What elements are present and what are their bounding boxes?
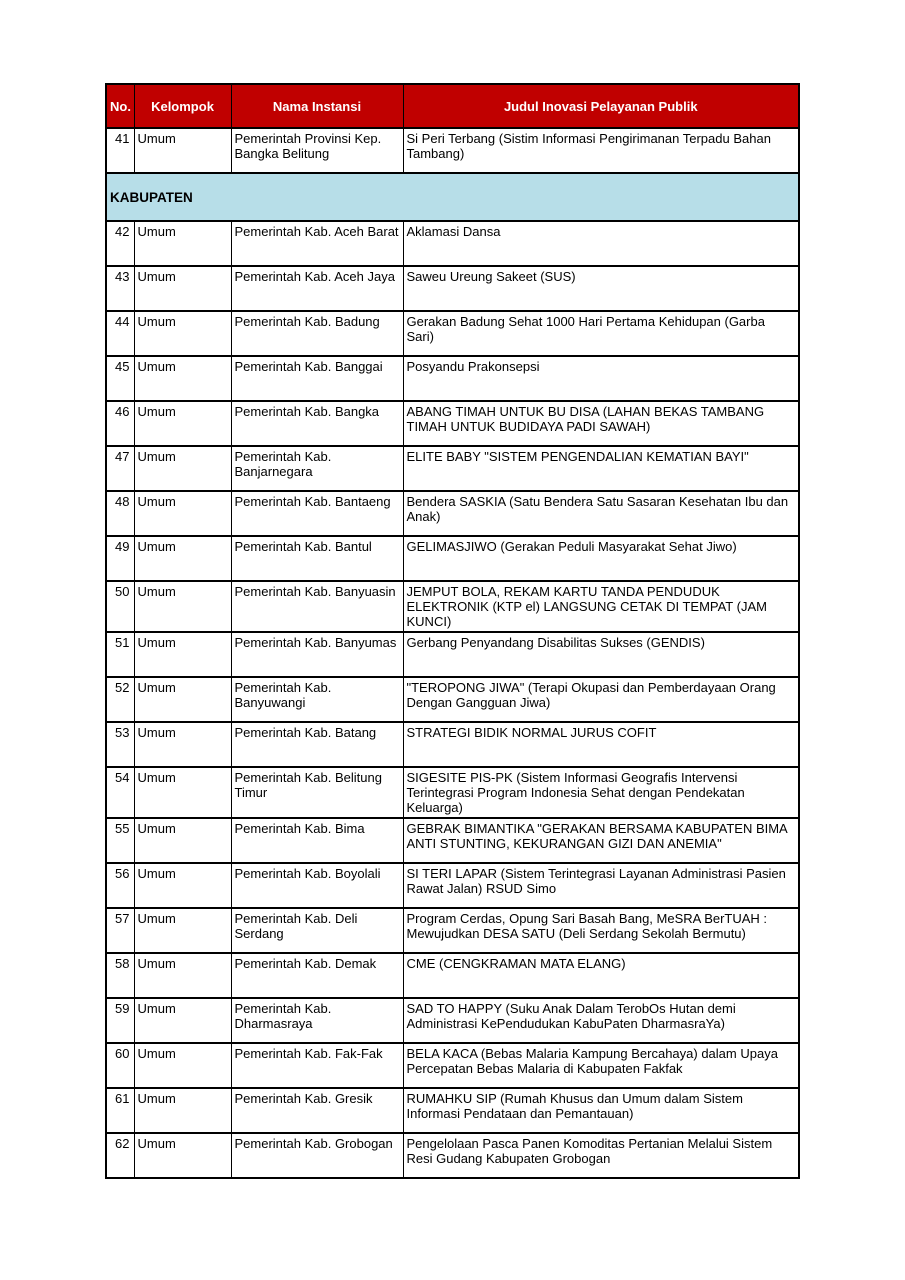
section-header-row xyxy=(106,173,799,221)
row-number: 56 xyxy=(106,863,134,908)
nama-instansi-cell: Pemerintah Kab. Dharmasraya xyxy=(231,998,403,1043)
kelompok-cell: Umum xyxy=(134,1133,231,1178)
nama-instansi-cell: Pemerintah Kab. Bantul xyxy=(231,536,403,581)
kelompok-cell: Umum xyxy=(134,863,231,908)
section-header-label: KABUPATEN xyxy=(106,173,799,221)
kelompok-cell: Umum xyxy=(134,536,231,581)
table-row xyxy=(106,818,799,863)
judul-inovasi-cell: Program Cerdas, Opung Sari Basah Bang, MeSRA BerTUAH : Mewujudkan DESA SATU (Deli Serdang Sekolah Bermutu) xyxy=(403,908,799,953)
judul-inovasi-cell: RUMAHKU SIP (Rumah Khusus dan Umum dalam Sistem Informasi Pendataan dan Pemantauan) xyxy=(403,1088,799,1133)
nama-instansi-cell: Pemerintah Kab. Aceh Jaya xyxy=(231,266,403,311)
judul-inovasi-cell: Pengelolaan Pasca Panen Komoditas Pertanian Melalui Sistem Resi Gudang Kabupaten Grobogan xyxy=(403,1133,799,1178)
row-number: 41 xyxy=(106,128,134,173)
row-number: 57 xyxy=(106,908,134,953)
column-header-kelompok: Kelompok xyxy=(134,84,231,128)
row-number: 45 xyxy=(106,356,134,401)
nama-instansi-cell: Pemerintah Kab. Badung xyxy=(231,311,403,356)
row-number: 47 xyxy=(106,446,134,491)
judul-inovasi-cell: Gerbang Penyandang Disabilitas Sukses (GENDIS) xyxy=(403,632,799,677)
table-row xyxy=(106,401,799,446)
judul-inovasi-cell: Aklamasi Dansa xyxy=(403,221,799,266)
nama-instansi-cell: Pemerintah Kab. Banyuasin xyxy=(231,581,403,632)
kelompok-cell: Umum xyxy=(134,128,231,173)
table-row xyxy=(106,536,799,581)
judul-inovasi-cell: GEBRAK BIMANTIKA "GERAKAN BERSAMA KABUPATEN BIMA ANTI STUNTING, KEKURANGAN GIZI DAN ANEMIA" xyxy=(403,818,799,863)
row-number: 59 xyxy=(106,998,134,1043)
judul-inovasi-cell: BELA KACA (Bebas Malaria Kampung Bercahaya) dalam Upaya Percepatan Bebas Malaria di Kabupaten Fakfak xyxy=(403,1043,799,1088)
kelompok-cell: Umum xyxy=(134,1088,231,1133)
kelompok-cell: Umum xyxy=(134,677,231,722)
judul-inovasi-cell: Gerakan Badung Sehat 1000 Hari Pertama Kehidupan (Garba Sari) xyxy=(403,311,799,356)
table-header xyxy=(106,84,799,128)
table-row xyxy=(106,221,799,266)
table-row xyxy=(106,311,799,356)
table-row xyxy=(106,998,799,1043)
table-row xyxy=(106,128,799,173)
row-number: 52 xyxy=(106,677,134,722)
kelompok-cell: Umum xyxy=(134,767,231,818)
judul-inovasi-cell: ELITE BABY "SISTEM PENGENDALIAN KEMATIAN BAYI" xyxy=(403,446,799,491)
kelompok-cell: Umum xyxy=(134,953,231,998)
kelompok-cell: Umum xyxy=(134,998,231,1043)
table-row xyxy=(106,1088,799,1133)
nama-instansi-cell: Pemerintah Kab. Aceh Barat xyxy=(231,221,403,266)
nama-instansi-cell: Pemerintah Kab. Deli Serdang xyxy=(231,908,403,953)
kelompok-cell: Umum xyxy=(134,311,231,356)
kelompok-cell: Umum xyxy=(134,818,231,863)
kelompok-cell: Umum xyxy=(134,266,231,311)
table-row xyxy=(106,1133,799,1178)
row-number: 50 xyxy=(106,581,134,632)
table-row xyxy=(106,632,799,677)
column-header-no: No. xyxy=(106,84,134,128)
judul-inovasi-cell: SAD TO HAPPY (Suku Anak Dalam TerobOs Hutan demi Administrasi KePendudukan KabuPaten DharmasraYa) xyxy=(403,998,799,1043)
row-number: 51 xyxy=(106,632,134,677)
row-number: 55 xyxy=(106,818,134,863)
nama-instansi-cell: Pemerintah Kab. Bangka xyxy=(231,401,403,446)
nama-instansi-cell: Pemerintah Provinsi Kep. Bangka Belitung xyxy=(231,128,403,173)
row-number: 46 xyxy=(106,401,134,446)
nama-instansi-cell: Pemerintah Kab. Batang xyxy=(231,722,403,767)
judul-inovasi-cell: Si Peri Terbang (Sistim Informasi Pengirimanan Terpadu Bahan Tambang) xyxy=(403,128,799,173)
table-row xyxy=(106,722,799,767)
judul-inovasi-cell: SI TERI LAPAR (Sistem Terintegrasi Layanan Administrasi Pasien Rawat Jalan) RSUD Simo xyxy=(403,863,799,908)
row-number: 42 xyxy=(106,221,134,266)
table-row xyxy=(106,581,799,632)
judul-inovasi-cell: Saweu Ureung Sakeet (SUS) xyxy=(403,266,799,311)
table-body xyxy=(106,128,799,1178)
nama-instansi-cell: Pemerintah Kab. Bantaeng xyxy=(231,491,403,536)
table-row xyxy=(106,863,799,908)
table-row xyxy=(106,908,799,953)
judul-inovasi-cell: SIGESITE PIS-PK (Sistem Informasi Geografis Intervensi Terintegrasi Program Indonesia Sehat dengan Pendekatan Keluarga) xyxy=(403,767,799,818)
nama-instansi-cell: Pemerintah Kab. Demak xyxy=(231,953,403,998)
kelompok-cell: Umum xyxy=(134,1043,231,1088)
judul-inovasi-cell: "TEROPONG JIWA" (Terapi Okupasi dan Pemberdayaan Orang Dengan Gangguan Jiwa) xyxy=(403,677,799,722)
table-row xyxy=(106,1043,799,1088)
nama-instansi-cell: Pemerintah Kab. Banjarnegara xyxy=(231,446,403,491)
kelompok-cell: Umum xyxy=(134,491,231,536)
judul-inovasi-cell: Bendera SASKIA (Satu Bendera Satu Sasaran Kesehatan Ibu dan Anak) xyxy=(403,491,799,536)
row-number: 44 xyxy=(106,311,134,356)
table-row xyxy=(106,491,799,536)
kelompok-cell: Umum xyxy=(134,908,231,953)
column-header-nama-instansi: Nama Instansi xyxy=(231,84,403,128)
kelompok-cell: Umum xyxy=(134,722,231,767)
row-number: 60 xyxy=(106,1043,134,1088)
kelompok-cell: Umum xyxy=(134,221,231,266)
judul-inovasi-cell: ABANG TIMAH UNTUK BU DISA (LAHAN BEKAS TAMBANG TIMAH UNTUK BUDIDAYA PADI SAWAH) xyxy=(403,401,799,446)
judul-inovasi-cell: CME (CENGKRAMAN MATA ELANG) xyxy=(403,953,799,998)
nama-instansi-cell: Pemerintah Kab. Gresik xyxy=(231,1088,403,1133)
table-row xyxy=(106,356,799,401)
row-number: 62 xyxy=(106,1133,134,1178)
row-number: 48 xyxy=(106,491,134,536)
nama-instansi-cell: Pemerintah Kab. Banggai xyxy=(231,356,403,401)
row-number: 49 xyxy=(106,536,134,581)
table-row xyxy=(106,767,799,818)
row-number: 54 xyxy=(106,767,134,818)
nama-instansi-cell: Pemerintah Kab. Banyuwangi xyxy=(231,677,403,722)
nama-instansi-cell: Pemerintah Kab. Boyolali xyxy=(231,863,403,908)
row-number: 58 xyxy=(106,953,134,998)
row-number: 43 xyxy=(106,266,134,311)
judul-inovasi-cell: GELIMASJIWO (Gerakan Peduli Masyarakat Sehat Jiwo) xyxy=(403,536,799,581)
column-header-judul-inovasi: Judul Inovasi Pelayanan Publik xyxy=(403,84,799,128)
judul-inovasi-cell: Posyandu Prakonsepsi xyxy=(403,356,799,401)
row-number: 61 xyxy=(106,1088,134,1133)
judul-inovasi-cell: STRATEGI BIDIK NORMAL JURUS COFIT xyxy=(403,722,799,767)
nama-instansi-cell: Pemerintah Kab. Banyumas xyxy=(231,632,403,677)
kelompok-cell: Umum xyxy=(134,446,231,491)
table-row xyxy=(106,266,799,311)
nama-instansi-cell: Pemerintah Kab. Fak-Fak xyxy=(231,1043,403,1088)
kelompok-cell: Umum xyxy=(134,581,231,632)
judul-inovasi-cell: JEMPUT BOLA, REKAM KARTU TANDA PENDUDUK ELEKTRONIK (KTP el) LANGSUNG CETAK DI TEMPAT (JAM KUNCI) xyxy=(403,581,799,632)
kelompok-cell: Umum xyxy=(134,401,231,446)
nama-instansi-cell: Pemerintah Kab. Grobogan xyxy=(231,1133,403,1178)
kelompok-cell: Umum xyxy=(134,632,231,677)
nama-instansi-cell: Pemerintah Kab. Bima xyxy=(231,818,403,863)
table-header-row xyxy=(106,84,799,128)
nama-instansi-cell: Pemerintah Kab. Belitung Timur xyxy=(231,767,403,818)
table-row xyxy=(106,446,799,491)
table-row xyxy=(106,677,799,722)
row-number: 53 xyxy=(106,722,134,767)
table-row xyxy=(106,953,799,998)
innovation-table xyxy=(105,83,800,1179)
kelompok-cell: Umum xyxy=(134,356,231,401)
